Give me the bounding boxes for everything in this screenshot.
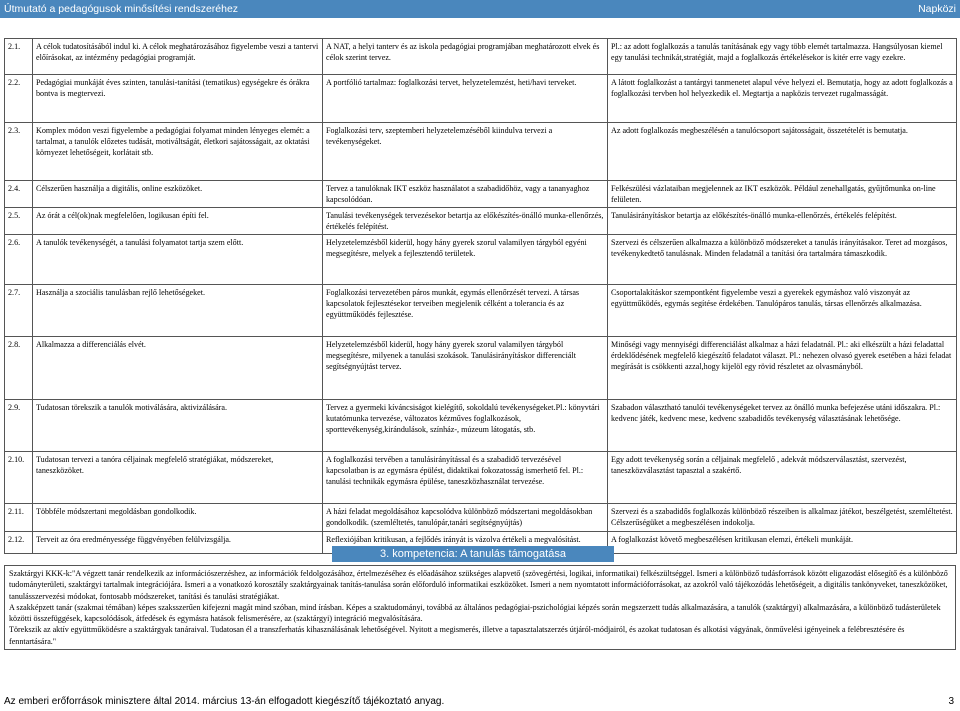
table-row bbox=[5, 235, 957, 285]
document-title: Útmutató a pedagógusok minősítési rendszeréhez bbox=[4, 3, 239, 15]
criterion-cell: A tanulók tevékenységét, a tanulási folyamatot tartja szem előtt. bbox=[33, 235, 323, 285]
table-row bbox=[5, 75, 957, 123]
criterion-cell: Alkalmazza a differenciálás elvét. bbox=[33, 337, 323, 400]
observation-evidence-cell: Szervezi és célszerűen alkalmazza a különböző módszereket a tanulás irányításakor. Teret ad mozgásos, tevékenykedtető tanulásnak. Minden feladatnál a tanítási óra tartalmára támaszkodik. bbox=[608, 235, 957, 285]
portfolio-evidence-cell: Tervez a tanulóknak IKT eszköz használatot a szabadidőhöz, vagy a tananyaghoz kapcsolódóan. bbox=[323, 181, 608, 208]
row-number: 2.11. bbox=[5, 504, 33, 532]
table-row bbox=[5, 337, 957, 400]
table-row bbox=[5, 400, 957, 452]
document-header-bar bbox=[0, 0, 960, 18]
observation-evidence-cell: Az adott foglalkozás megbeszélésén a tanulócsoport sajátosságait, összetételét is bemutatja. bbox=[608, 123, 957, 181]
row-number: 2.2. bbox=[5, 75, 33, 123]
criterion-cell: Terveit az óra eredményessége függvényében felülvizsgálja. bbox=[33, 532, 323, 554]
observation-evidence-cell: Tanulásirányításkor betartja az előkészítés-önálló munka-ellenőrzés, értékelés felépítést. bbox=[608, 208, 957, 235]
table-row bbox=[5, 504, 957, 532]
portfolio-evidence-cell: A NAT, a helyi tanterv és az iskola pedagógiai programjában meghatározott elvek és célok szerint tervez. bbox=[323, 39, 608, 75]
row-number: 2.12. bbox=[5, 532, 33, 554]
criterion-cell: Használja a szociális tanulásban rejlő lehetőségeket. bbox=[33, 285, 323, 337]
observation-evidence-cell: A látott foglalkozást a tantárgyi tanmenetet alapul véve helyezi el. Bemutatja, hogy az adott foglalkozás a foglalkozási tervben hol helyezkedik el. Megtartja a napközis tervezet rugalmasságát. bbox=[608, 75, 957, 123]
section-band: 3. kompetencia: A tanulás támogatása bbox=[332, 546, 614, 562]
criterion-cell: Célszerűen használja a digitális, online eszközöket. bbox=[33, 181, 323, 208]
table-row bbox=[5, 285, 957, 337]
row-number: 2.7. bbox=[5, 285, 33, 337]
row-number: 2.8. bbox=[5, 337, 33, 400]
competency-table bbox=[4, 38, 957, 554]
competency-description bbox=[4, 565, 956, 650]
portfolio-evidence-cell: A foglalkozási tervében a tanulásirányítással és a szabadidő tervezésével kapcsolatban is az egymásra épülést, didaktikai fokozatosság ismerhető fel. Pl.: tanulási technikák egymásra épülése, taneszközhasználat tervezése. bbox=[323, 452, 608, 504]
observation-evidence-cell: Felkészülési vázlataiban megjelennek az IKT eszközök. Például zenehallgatás, gyűjtőmunka on-line felületen. bbox=[608, 181, 957, 208]
portfolio-evidence-cell: Reflexiójában kritikusan, a fejlődés irányát is vázolva értékeli a megvalósítást. bbox=[323, 532, 608, 554]
observation-evidence-cell: Minőségi vagy mennyiségi differenciálást alkalmaz a házi feladatnál. Pl.: aki elkészült a házi feladattal érdeklődésének megfelelő kiegészítő feladatot választ. Pl.: nehezen olvasó gyerek esetében a házi feladat megírását is csökkenti azzal,hogy kijelöl egy rövid részletet az olvasmányból. bbox=[608, 337, 957, 400]
table-row bbox=[5, 39, 957, 75]
page-footer bbox=[0, 693, 960, 711]
portfolio-evidence-cell: Foglalkozási tervezetében páros munkát, egymás ellenőrzését tervezi. A társas kapcsolatok fejlesztésekor terveiben megjelenik célként a tolerancia és az együttműködés fejlesztése. bbox=[323, 285, 608, 337]
criterion-cell: A célok tudatosításából indul ki. A célok meghatározásához figyelembe veszi a tantervi előírásokat, az intézmény pedagógiai programját. bbox=[33, 39, 323, 75]
criterion-cell: Az órát a cél(ok)nak megfelelően, logikusan építi fel. bbox=[33, 208, 323, 235]
portfolio-evidence-cell: A portfólió tartalmaz: foglalkozási tervet, helyzetelemzést, heti/havi terveket. bbox=[323, 75, 608, 123]
paragraph: Szaktárgyi KKK-k:"A végzett tanár rendelkezik az információszerzéshez, az információk feldolgozásához, értelmezéséhez és előadásához szükséges alapvető (szövegértési, logikai, informatikai) felkészültséggel. Ismeri a különböző tudásforrások között eligazodást elősegítő és a különböző tudományterületi, szaktárgyi tartalmak integrációjára. Ismeri a a vonatkozó korosztály szaktárgyainak tanítás-tanulása során előforduló informatikai eszközöket. Ismeri a nem nyomtatott információforrásokat, az azokról való tájékozódás lehetőségeit, a digitális tankönyveket, taneszközöket, tanulásszervezési módokat, fontosabb módszereket, tanítási és tanulási stratégiákat. bbox=[9, 569, 948, 601]
row-number: 2.1. bbox=[5, 39, 33, 75]
criterion-cell: Pedagógiai munkáját éves szinten, tanulási-tanítási (tematikus) egységekre és órákra bontva is megtervezi. bbox=[33, 75, 323, 123]
portfolio-evidence-cell: Tervez a gyermeki kíváncsiságot kielégítő, sokoldalú tevékenységeket.Pl.: könyvtári kutatómunka tervezése, változatos kézműves foglalkozások, sporttevékenység,kirándulások, színház-, múzeum látogatás, stb. bbox=[323, 400, 608, 452]
observation-evidence-cell: Csoportalakításkor szempontként figyelembe veszi a gyerekek egymáshoz való viszonyát az együttműködés, egymás segítése érdekében. Tanulópáros tanulás, társas ellenőrzés alkalmazása. bbox=[608, 285, 957, 337]
portfolio-evidence-cell: Helyzetelemzésből kiderül, hogy hány gyerek szorul valamilyen tárgyból megsegítésre, milyenek a tanulási szokások. Tanulásirányításkor differenciált segítségnyújtást tervez. bbox=[323, 337, 608, 400]
row-number: 2.4. bbox=[5, 181, 33, 208]
document-section-label: Napközi bbox=[918, 3, 956, 15]
observation-evidence-cell: A foglalkozást követő megbeszélésen kritikusan elemzi, értékeli munkáját. bbox=[608, 532, 957, 554]
criterion-cell: Tudatosan törekszik a tanulók motiválására, aktivizálására. bbox=[33, 400, 323, 452]
table-row bbox=[5, 452, 957, 504]
observation-evidence-cell: Szabadon választható tanulói tevékenységeket tervez az önálló munka befejezése utáni időszakra. Pl.: kedvenc játék, kedvenc mese, kedvenc szabadidős tevékenység választásának lehetősége. bbox=[608, 400, 957, 452]
table-row bbox=[5, 208, 957, 235]
row-number: 2.10. bbox=[5, 452, 33, 504]
row-number: 2.6. bbox=[5, 235, 33, 285]
portfolio-evidence-cell: A házi feladat megoldásához kapcsolódva különböző módszertani megoldásokban gondolkodik. (szemléltetés, tanulópár,tanári segítségnyújtás) bbox=[323, 504, 608, 532]
criterion-cell: Komplex módon veszi figyelembe a pedagógiai folyamat minden lényeges elemét: a tartalmat, a tanulók előzetes tudását, motiváltságát, életkori sajátosságait, az oktatási környezet lehetőségeit, korlátait stb. bbox=[33, 123, 323, 181]
portfolio-evidence-cell: Tanulási tevékenységek tervezésekor betartja az előkészítés-önálló munka-ellenőrzés, értékelés felépítést. bbox=[323, 208, 608, 235]
table-row bbox=[5, 123, 957, 181]
page-number: 3 bbox=[948, 696, 954, 707]
row-number: 2.9. bbox=[5, 400, 33, 452]
observation-evidence-cell: Pl.: az adott foglalkozás a tanulás tanításának egy vagy több elemét tartalmazza. Hangsúlyosan kiemel egy tanulási technikát,stratégiát, majd a foglalkozás értékelésekor is kitér erre vagy ezekre. bbox=[608, 39, 957, 75]
observation-evidence-cell: Egy adott tevékenység során a céljainak megfelelő , adekvát módszerválasztást, szervezést, taneszközválasztást tapasztal a szakértő. bbox=[608, 452, 957, 504]
criterion-cell: Többféle módszertani megoldásban gondolkodik. bbox=[33, 504, 323, 532]
paragraph: Törekszik az aktív együttműködésre a szaktárgyak tanáraival. Tudatosan él a transzferhatás kihasználásának lehetőségével. Nyitott a megismerés, illetve a tapasztalatszerzés útjáról-módjairól, és azokat tudatosan és alkotási vágyának, önművelési igényeinek a felébresztésére és fenntartására." bbox=[9, 625, 905, 646]
criterion-cell: Tudatosan tervezi a tanóra céljainak megfelelő stratégiákat, módszereket, taneszközöket. bbox=[33, 452, 323, 504]
paragraph: A szakképzett tanár (szakmai témában) képes szaksszerűen kifejezni magát mind szóban, mind írásban. Képes a szaktudományi, továbbá az általános pedagógiai-pszichológiai képzés során megszerzett tudás alkalmazására, a tanulók (szaktárgyi) alkalmazására, a különböző tudásterületek közötti összefüggések, kapcsolódások, átfedések és egymásra hatások felismerésére, az (szaktárgyi) integráció megvalósítására. bbox=[9, 602, 941, 624]
observation-evidence-cell: Szervezi és a szabadidős foglalkozás különböző részeiben is alkalmaz játékot, beszélgetést, szemléltetést. Célszerűségüket a megbeszélésen indokolja. bbox=[608, 504, 957, 532]
row-number: 2.5. bbox=[5, 208, 33, 235]
table-row bbox=[5, 181, 957, 208]
row-number: 2.3. bbox=[5, 123, 33, 181]
portfolio-evidence-cell: Helyzetelemzésből kiderül, hogy hány gyerek szorul valamilyen tárgyból egyéni megsegítésre, melyek a fejlesztendő területek. bbox=[323, 235, 608, 285]
portfolio-evidence-cell: Foglalkozási terv, szeptemberi helyzetelemzéséből kiindulva tervezi a tevékenységeket. bbox=[323, 123, 608, 181]
footer-text: Az emberi erőforrások minisztere által 2014. március 13-án elfogadott kiegészítő tájékoztató anyag. bbox=[4, 696, 445, 707]
